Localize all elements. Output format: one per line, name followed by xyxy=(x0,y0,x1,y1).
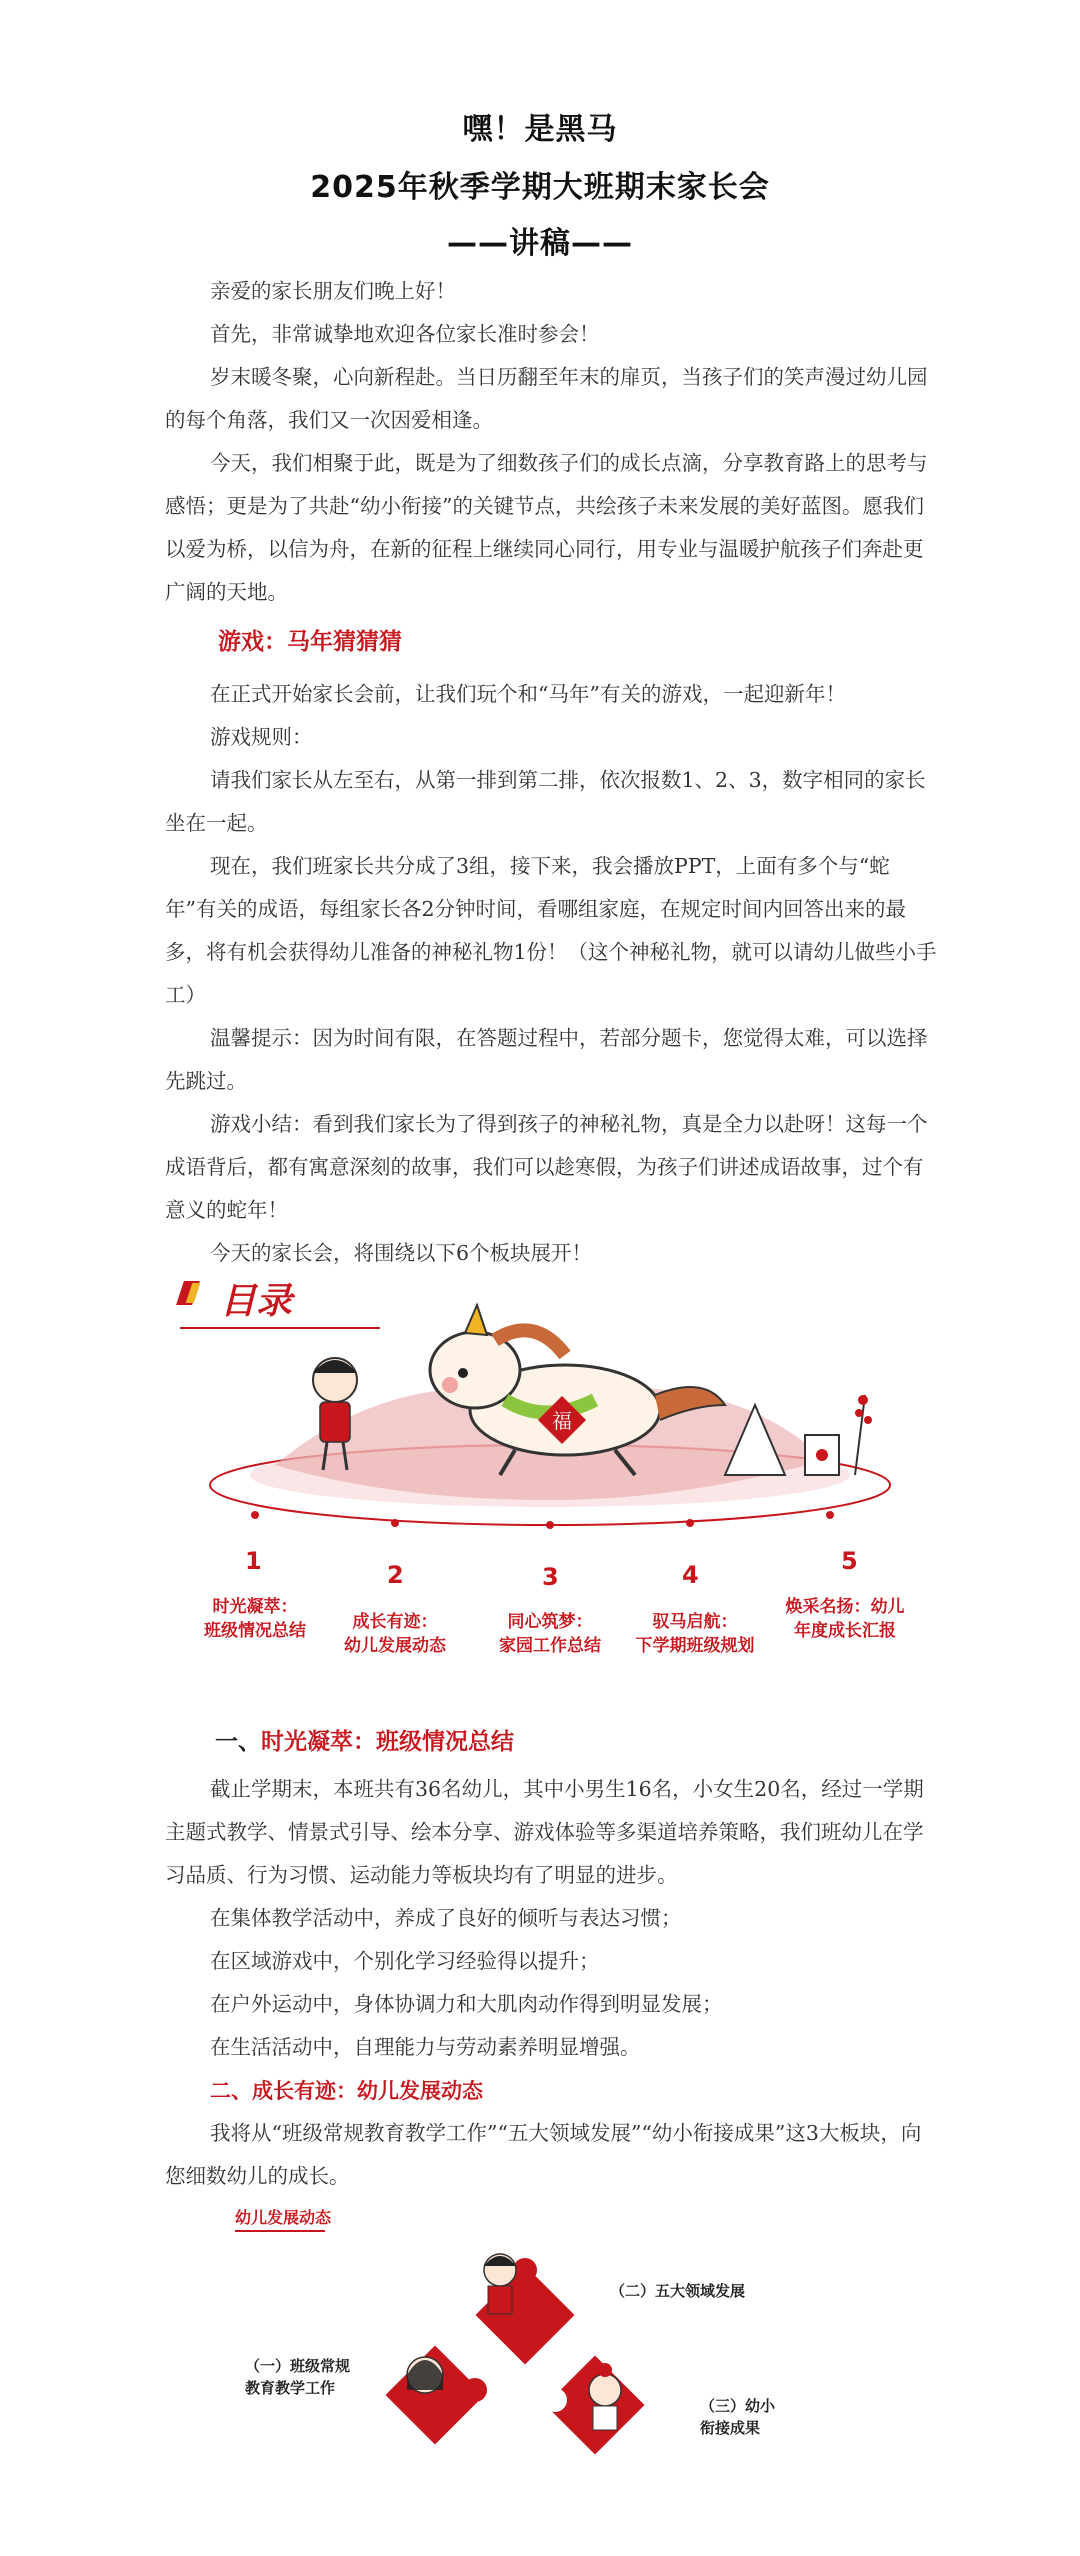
section1-item: 在区域游戏中，个别化学习经验得以提升； xyxy=(210,1949,600,1973)
game-rules-label: 游戏规则： xyxy=(210,725,313,749)
game-paragraph: 今天的家长会，将围绕以下6个板块展开！ xyxy=(210,1241,593,1265)
catalog-number: 2 xyxy=(387,1561,404,1589)
section1-item: 在生活活动中，自理能力与劳动素养明显增强。 xyxy=(210,2035,641,2059)
diagram-label-line: 衔接成果 xyxy=(700,2419,761,2437)
page-subtitle: 2025年秋季学期大班期末家长会 xyxy=(310,170,770,205)
section1-heading xyxy=(215,1723,514,1756)
catalog-item-title: 焕采名扬：幼儿 xyxy=(785,1597,905,1617)
catalog-item-title: 成长有迹： xyxy=(352,1612,438,1632)
section1-item: 在户外运动中，身体协调力和大肌肉动作得到明显发展； xyxy=(210,1992,723,2016)
game-paragraph: 现在，我们班家长共分成了3组，接下来，我会播放PPT，上面有多个与“蛇年”有关的成语，每组家长各2分钟时间，看哪组家庭，在规定时间内回答出来的最多，将有机会获得幼儿准备的神秘礼物1份！（这个神秘礼物，就可以请幼儿做些小手工） xyxy=(165,854,937,1007)
game-summary: 游戏小结：看到我们家长为了得到孩子的神秘礼物，真是全力以赴呀！这每一个成语背后，都有寓意深刻的故事，我们可以趁寒假，为孩子们讲述成语故事，过个有意义的蛇年！ xyxy=(165,1112,928,1222)
section1-heading-prefix: 一、 xyxy=(215,1729,261,1755)
section1-paragraph: 截止学期末，本班共有36名幼儿，其中小男生16名，小女生20名，经过一学期主题式教学、情景式引导、绘本分享、游戏体验等多渠道培养策略，我们班幼儿在学习品质、行为习惯、运动能力等板块均有了明显的进步。 xyxy=(165,1777,924,1887)
section2-heading: 二、成长有迹：幼儿发展动态 xyxy=(210,2079,483,2103)
section1-heading-text: 时光凝萃：班级情况总结 xyxy=(261,1729,514,1755)
section1-item: 在集体教学活动中，养成了良好的倾听与表达习惯； xyxy=(210,1906,682,1930)
intro-paragraph: 今天，我们相聚于此，既是为了细数孩子们的成长点滴，分享教育路上的思考与感悟；更是为了共赴“幼小衔接”的关键节点，共绘孩子未来发展的美好蓝图。愿我们以爱为桥，以信为舟，在新的征程上继续同心同行，用专业与温暖护航孩子们奔赴更广阔的天地。 xyxy=(165,451,928,604)
catalog-title: 目录 xyxy=(220,1281,293,1322)
catalog-item-title: 时光凝萃： xyxy=(212,1597,298,1617)
catalog xyxy=(165,1265,925,1665)
page-subtitle-speech: ——讲稿—— xyxy=(447,226,633,261)
catalog-item-3 xyxy=(480,1610,620,1658)
catalog-item-subtitle: 家园工作总结 xyxy=(499,1636,601,1656)
diagram-label-domains: （二）五大领域发展 xyxy=(610,2282,746,2300)
game-paragraph: 在正式开始家长会前，让我们玩个和“马年”有关的游戏，一起迎新年！ xyxy=(210,682,846,706)
catalog-item-2 xyxy=(325,1610,465,1658)
game-paragraph: 请我们家长从左至右，从第一排到第二排，依次报数1、2、3，数字相同的家长坐在一起。 xyxy=(165,768,926,835)
catalog-item-subtitle: 幼儿发展动态 xyxy=(344,1636,446,1656)
catalog-item-title: 同心筑梦： xyxy=(507,1612,593,1632)
catalog-illustration xyxy=(165,1285,925,1565)
divider xyxy=(235,2230,325,2232)
diagram-label-transition xyxy=(700,2395,775,2439)
catalog-dot xyxy=(686,1519,694,1527)
section2-paragraph: 我将从“班级常规教育教学工作”“五大领域发展”“幼小衔接成果”这3大板块，向您细数幼儿的成长。 xyxy=(165,2121,922,2188)
puzzle-diagram xyxy=(380,2240,800,2500)
catalog-item-subtitle: 班级情况总结 xyxy=(204,1621,306,1641)
diagram-label-line: （一）班级常规 xyxy=(245,2357,351,2375)
catalog-dot xyxy=(251,1511,259,1519)
game-heading: 游戏：马年猜猜猜 xyxy=(218,629,402,655)
diagram-label-line: 教育教学工作 xyxy=(245,2379,336,2397)
catalog-item-1 xyxy=(185,1595,325,1643)
development-diagram-title: 幼儿发展动态 xyxy=(235,2208,332,2227)
catalog-item-5 xyxy=(770,1595,920,1643)
intro-paragraph: 岁末暖冬聚，心向新程赴。当日历翻至年末的扉页，当孩子们的笑声漫过幼儿园的每个角落，我们又一次因爱相逢。 xyxy=(165,365,928,432)
catalog-number: 1 xyxy=(245,1547,262,1575)
catalog-item-title: 驭马启航： xyxy=(652,1612,738,1632)
puzzle-piece-icon xyxy=(543,2356,644,2455)
greeting: 亲爱的家长朋友们晚上好！ xyxy=(210,279,456,303)
catalog-number: 3 xyxy=(542,1563,559,1591)
catalog-dot xyxy=(546,1521,554,1529)
girl-icon xyxy=(407,2357,443,2393)
game-tip: 温馨提示：因为时间有限，在答题过程中，若部分题卡，您觉得太难，可以选择先跳过。 xyxy=(165,1026,928,1093)
catalog-dot xyxy=(826,1511,834,1519)
diagram-label-line: （三）幼小 xyxy=(700,2397,776,2415)
fu-badge: 福 xyxy=(552,1409,572,1433)
catalog-item-subtitle: 下学期班级规划 xyxy=(635,1636,755,1656)
page-title: 嘿！是黑马 xyxy=(462,112,618,147)
catalog-number: 5 xyxy=(841,1547,858,1575)
catalog-dot xyxy=(391,1519,399,1527)
welcome: 首先，非常诚挚地欢迎各位家长准时参会！ xyxy=(210,322,600,346)
catalog-item-4 xyxy=(620,1610,770,1658)
diagram-label-routine xyxy=(245,2355,350,2399)
catalog-item-subtitle: 年度成长汇报 xyxy=(794,1621,896,1641)
catalog-number: 4 xyxy=(682,1561,699,1589)
